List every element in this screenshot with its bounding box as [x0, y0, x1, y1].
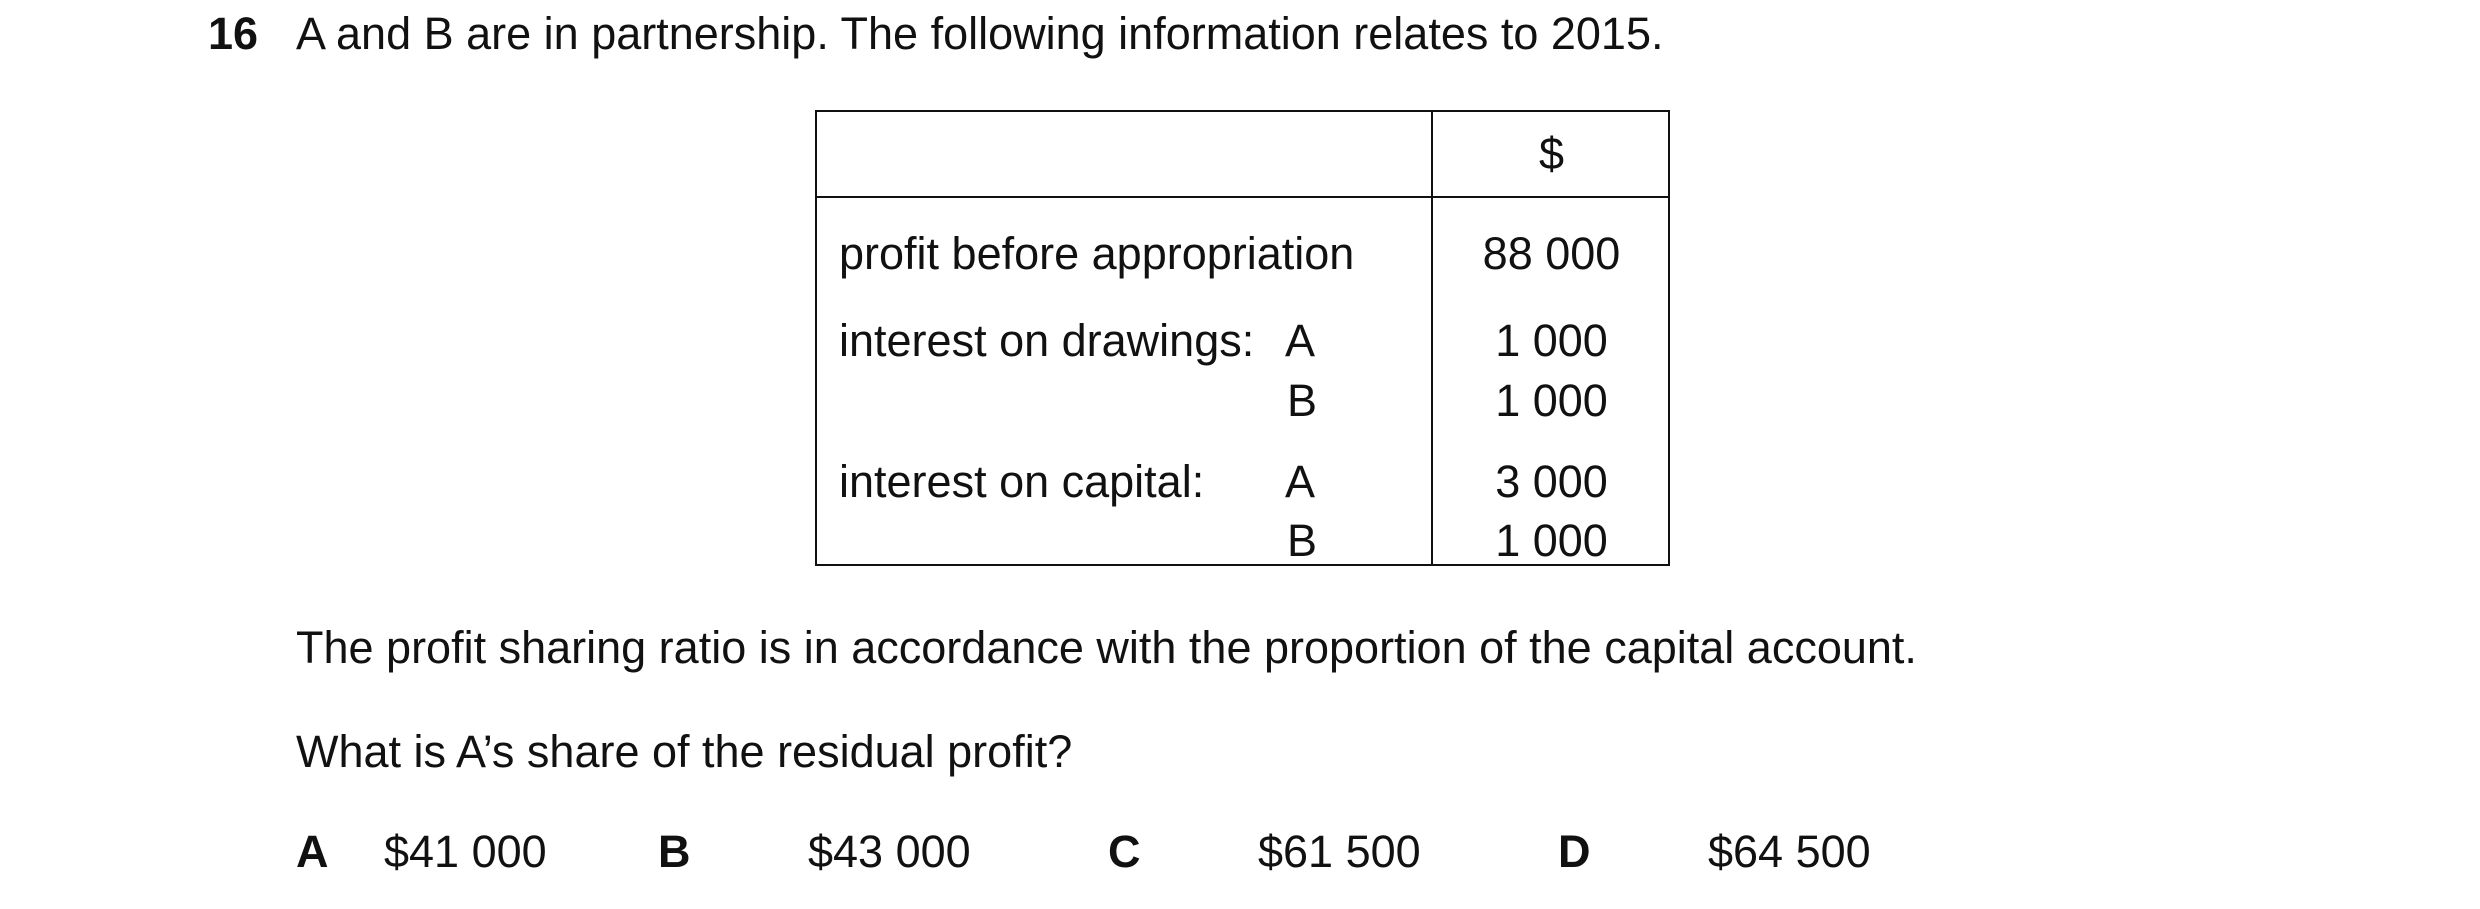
drawings-label: interest on drawings:	[839, 315, 1255, 366]
capital-partner-b: B	[1287, 515, 1318, 566]
option-a-value: $41 000	[384, 826, 547, 877]
option-d-value: $64 500	[1708, 826, 1871, 877]
drawings-b-value: 1 000	[1495, 375, 1608, 426]
capital-partner-a: A	[1285, 456, 1316, 507]
currency-header: $	[1538, 128, 1565, 179]
drawings-partner-a: A	[1285, 315, 1316, 366]
capital-b-value: 1 000	[1495, 515, 1608, 566]
drawings-a-value: 1 000	[1495, 315, 1608, 366]
capital-label: interest on capital:	[839, 456, 1205, 507]
profit-label: profit before appropriation	[839, 228, 1355, 279]
table-header-divider	[817, 196, 1668, 198]
drawings-partner-b: B	[1287, 375, 1318, 426]
option-a-letter: A	[296, 826, 329, 877]
option-d-letter: D	[1558, 826, 1591, 877]
capital-a-value: 3 000	[1495, 456, 1608, 507]
question-number: 16	[208, 8, 259, 59]
ratio-statement: The profit sharing ratio is in accordance with the proportion of the capital account.	[296, 622, 1917, 673]
profit-value: 88 000	[1482, 228, 1621, 279]
question-prompt: What is A’s share of the residual profit?	[296, 726, 1073, 777]
option-b-letter: B	[658, 826, 691, 877]
option-c-letter: C	[1108, 826, 1141, 877]
option-b-value: $43 000	[808, 826, 971, 877]
question-stem: A and B are in partnership. The following information relates to 2015.	[296, 8, 1664, 59]
option-c-value: $61 500	[1258, 826, 1421, 877]
data-table	[815, 110, 1670, 566]
